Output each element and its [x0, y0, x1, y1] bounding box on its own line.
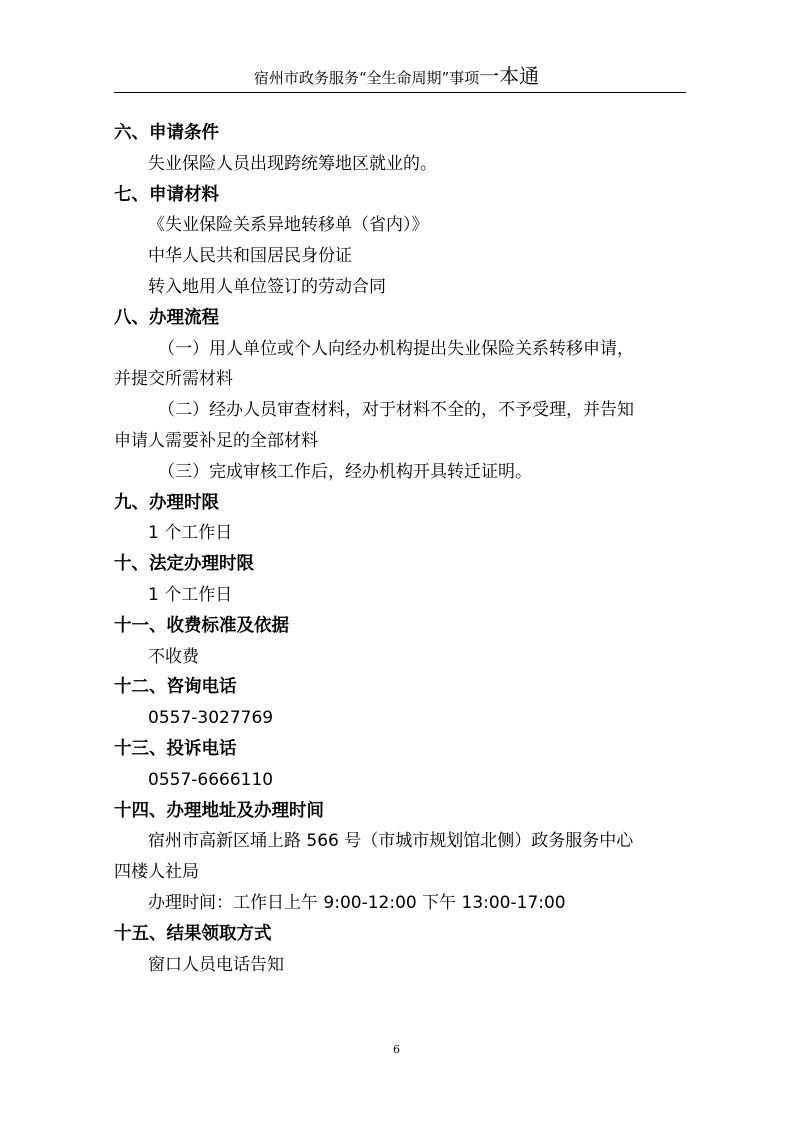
- document-body: [114, 118, 686, 980]
- header-rule: [114, 92, 686, 93]
- section-text: 窗口人员电话告知: [148, 954, 284, 975]
- section-heading: 十三、投诉电话: [114, 738, 237, 759]
- section-heading: 十四、办理地址及办理时间: [114, 800, 324, 821]
- header-title-tail: 一本通: [479, 64, 540, 88]
- section-heading: 十五、结果领取方式: [114, 923, 272, 944]
- section-heading: 六、申请条件: [114, 123, 219, 143]
- section-heading: 七、申请材料: [114, 184, 219, 205]
- header-title: 宿州市政务服务“全生命周期”事项: [253, 69, 480, 87]
- page-header: [0, 60, 793, 89]
- section-text: 《失业保险关系异地转移单（省内）》: [148, 215, 429, 236]
- section-heading: 八、办理流程: [114, 307, 219, 328]
- section-text: 1 个工作日: [148, 523, 233, 544]
- office-address: 宿州市高新区埇上路 566 号（市城市规划馆北侧）政务服务中心: [148, 831, 634, 852]
- section-heading: 十、法定办理时限: [114, 554, 254, 575]
- section-text: 中华人民共和国居民身份证: [148, 246, 352, 267]
- process-step: （三）完成审核工作后，经办机构开具转迁证明。: [158, 461, 532, 482]
- section-heading: 十一、收费标准及依据: [114, 615, 289, 636]
- section-heading: 十二、咨询电话: [114, 677, 237, 698]
- office-hours: 办理时间：工作日上午 9:00-12:00 下午 13:00-17:00: [148, 892, 566, 913]
- consult-phone: 0557-3027769: [148, 708, 274, 729]
- page-number: 6: [393, 1043, 400, 1056]
- process-step-cont: 申请人需要补足的全部材料: [114, 430, 318, 451]
- section-text: 1 个工作日: [148, 584, 233, 605]
- section-text: 失业保险人员出现跨统筹地区就业的。: [148, 153, 437, 174]
- office-address-cont: 四楼人社局: [114, 862, 199, 883]
- process-step: （一）用人单位或个人向经办机构提出失业保险关系转移申请，: [158, 338, 634, 359]
- section-text: 转入地用人单位签订的劳动合同: [148, 276, 386, 297]
- process-step-cont: 并提交所需材料: [114, 369, 233, 390]
- section-heading: 九、办理时限: [114, 492, 219, 513]
- section-text: 不收费: [148, 646, 199, 667]
- process-step: （二）经办人员审查材料，对于材料不全的，不予受理，并告知: [158, 400, 634, 421]
- complaint-phone: 0557-6666110: [148, 769, 274, 790]
